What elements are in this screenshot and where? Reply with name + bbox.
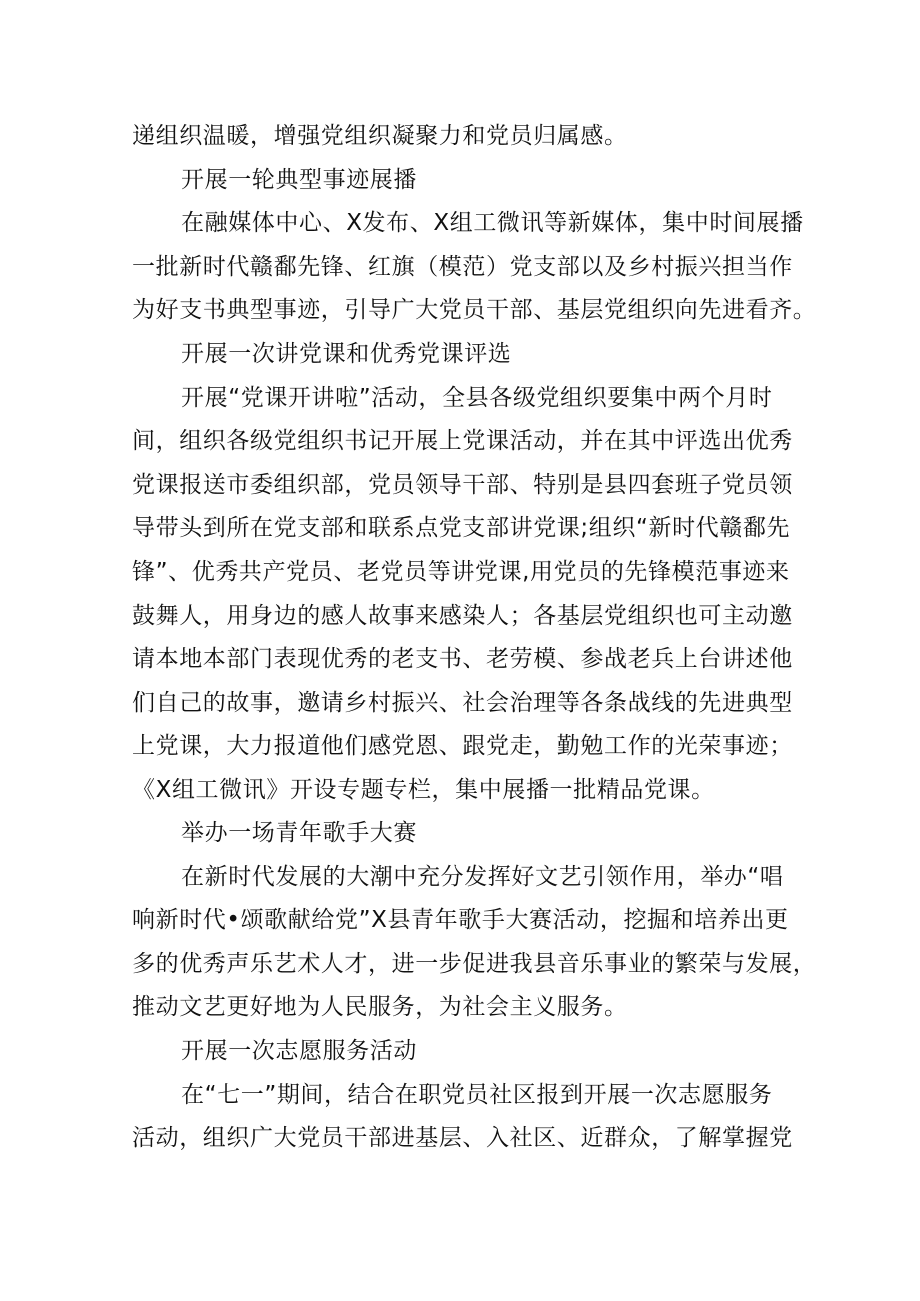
paragraph-first-line: 在融媒体中心、X发布、X组工微讯等新媒体，集中时间展播 bbox=[181, 210, 804, 236]
body-line: 一批新时代赣鄱先锋、红旗（模范）党支部以及乡村振兴担当作 bbox=[132, 254, 793, 280]
section-heading: 开展一次讲党课和优秀党课评选 bbox=[181, 341, 512, 367]
body-line: 上党课，大力报道他们感党恩、跟党走，勤勉工作的光荣事迹； bbox=[132, 733, 793, 759]
section-heading: 开展一次志愿服务活动 bbox=[181, 1038, 417, 1064]
body-line: 间，组织各级党组织书记开展上党课活动，并在其中评选出优秀 bbox=[132, 428, 793, 454]
paragraph-first-line: 在“七一”期间，结合在职党员社区报到开展一次志愿服务 bbox=[181, 1082, 773, 1108]
body-line: 响新时代•颂歌献给党”X县青年歌手大赛活动，挖掘和培养出更 bbox=[132, 907, 789, 933]
paragraph-first-line: 开展“党课开讲啦”活动，全县各级党组织要集中两个月时 bbox=[181, 385, 773, 411]
body-line: 为好支书典型事迹，引导广大党员干部、基层党组织向先进看齐。 bbox=[132, 297, 817, 323]
body-line: 《X组工微讯》开设专题专栏，集中展播一批精品党课。 bbox=[132, 777, 715, 803]
body-line: 党课报送市委组织部，党员领导干部、特别是县四套班子党员领 bbox=[132, 472, 793, 498]
body-line: 导带头到所在党支部和联系点党支部讲党课;组织“新时代赣鄱先 bbox=[132, 515, 791, 541]
body-line: 活动，组织广大党员干部进基层、入社区、近群众，了解掌握党 bbox=[132, 1125, 793, 1151]
body-line: 们自己的故事，邀请乡村振兴、社会治理等各条战线的先进典型 bbox=[132, 690, 793, 716]
body-line: 请本地本部门表现优秀的老支书、老劳模、参战老兵上台讲述他 bbox=[132, 646, 793, 672]
body-line: 递组织温暖，增强党组织凝聚力和党员归属感。 bbox=[132, 123, 628, 149]
body-line: 鼓舞人，用身边的感人故事来感染人；各基层党组织也可主动邀 bbox=[132, 603, 793, 629]
section-heading: 开展一轮典型事迹展播 bbox=[181, 167, 417, 193]
paragraph-first-line: 在新时代发展的大潮中充分发挥好文艺引领作用，举办“唱 bbox=[181, 864, 784, 890]
body-line: 推动文艺更好地为人民服务，为社会主义服务。 bbox=[132, 994, 628, 1020]
body-line: 锋”、优秀共产党员、老党员等讲党课,用党员的先锋模范事迹来 bbox=[132, 559, 790, 585]
section-heading: 举办一场青年歌手大赛 bbox=[181, 820, 417, 846]
body-line: 多的优秀声乐艺术人才，进一步促进我县音乐事业的繁荣与发展， bbox=[132, 951, 817, 977]
